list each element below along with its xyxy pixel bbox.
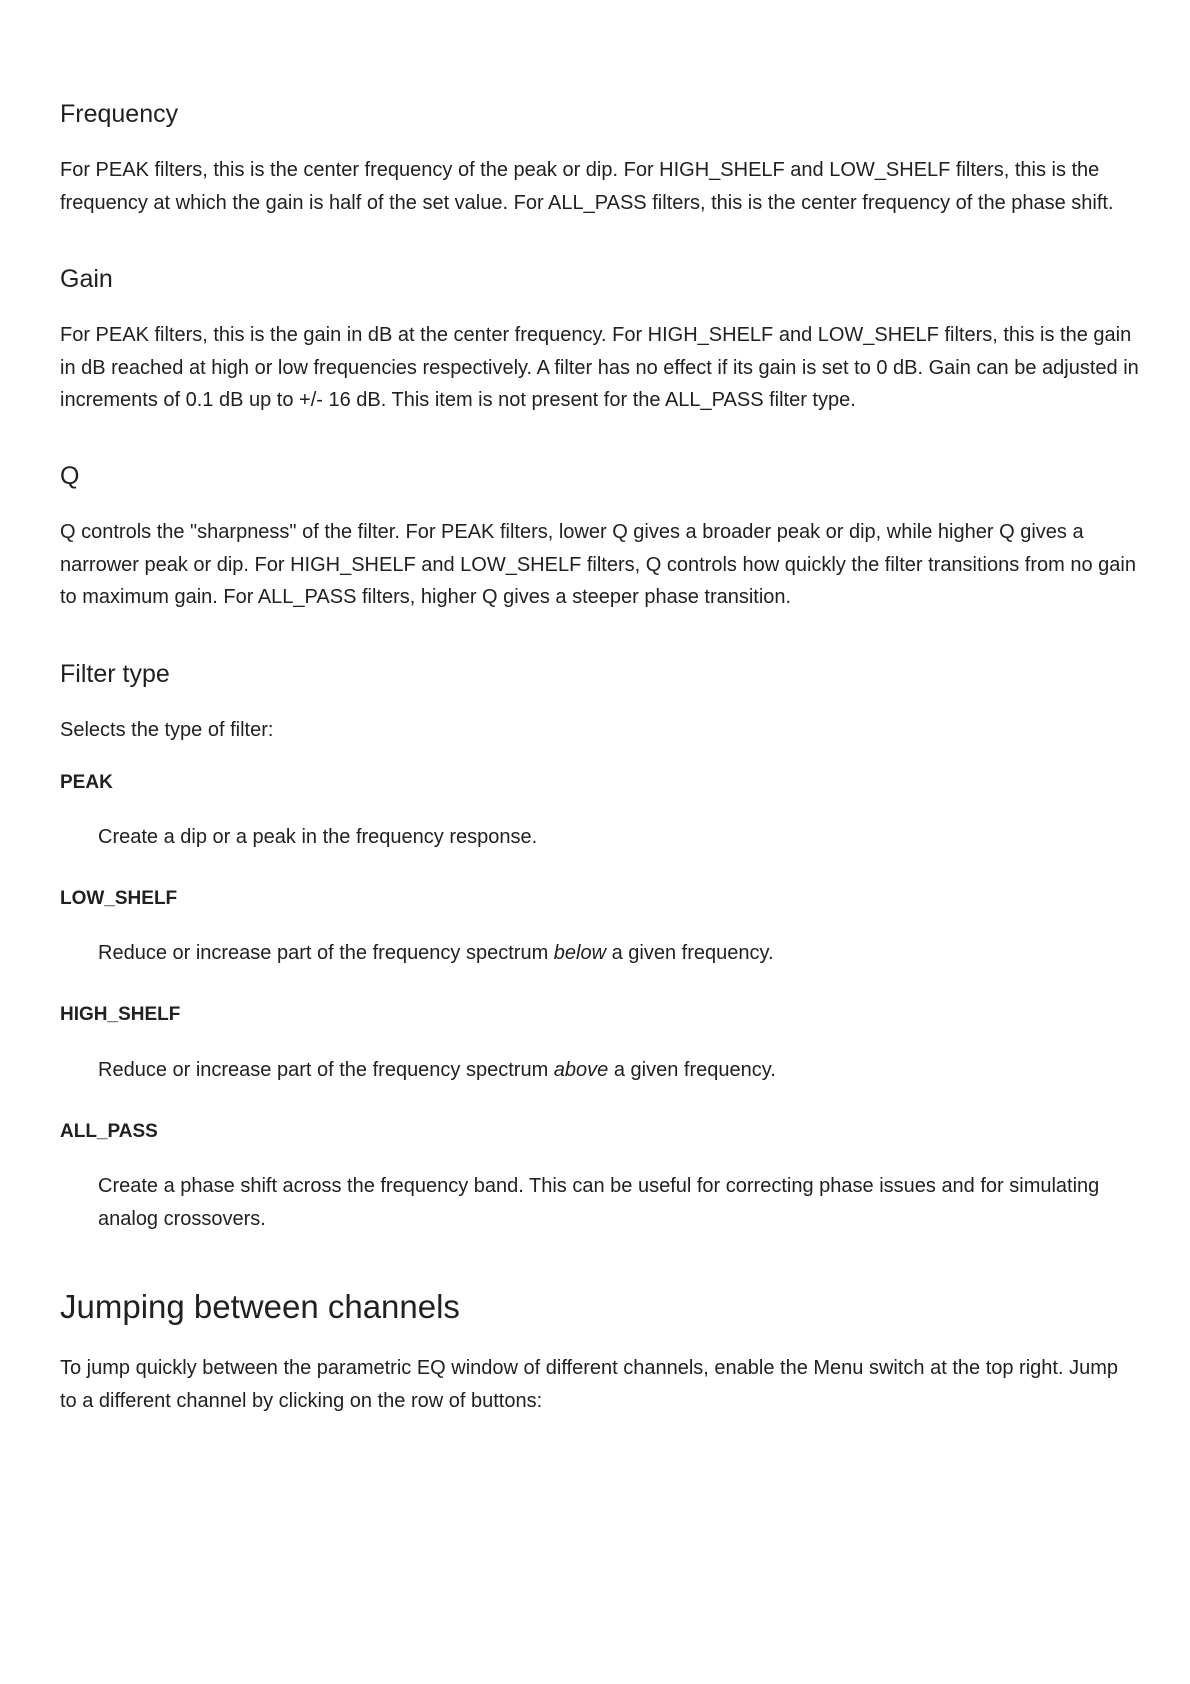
filter-desc-high-shelf-emphasis: above (553, 1059, 609, 1081)
frequency-paragraph: For PEAK filters, this is the center frequency of the peak or dip. For HIGH_SHELF and LOW_SHELF filters, this is the frequency at which the gain is half of the set value. For ALL_PASS filters, this is the center frequency of the phase shift. (60, 159, 1114, 214)
frequency-heading: Frequency (60, 100, 179, 128)
q-heading: Q (60, 462, 80, 490)
filter-desc-high-shelf (98, 1054, 1140, 1087)
q-paragraph: Q controls the "sharpness" of the filter. For PEAK filters, lower Q gives a broader peak or dip, while higher Q gives a narrower peak or dip. For HIGH_SHELF and LOW_SHELF filters, Q controls how quickly the filter transitions from no gain to maximum gain. For ALL_PASS filters, higher Q gives a steeper phase transition. (60, 521, 1136, 608)
filter-desc-low-shelf-after: a given frequency. (606, 942, 774, 964)
jumping-paragraph: To jump quickly between the parametric EQ window of different channels, enable the Menu switch at the top right. Jump to a different channel by clicking on the row of buttons: (60, 1357, 1118, 1412)
filter-desc-low-shelf (98, 937, 1140, 970)
filter-desc-low-shelf-before: Reduce or increase part of the frequency spectrum (98, 942, 554, 964)
filter-term-high-shelf: HIGH_SHELF (60, 1004, 181, 1025)
filter-term-peak: PEAK (60, 772, 113, 793)
gain-heading: Gain (60, 265, 113, 293)
jumping-heading: Jumping between channels (60, 1288, 460, 1325)
filter-desc-high-shelf-after: a given frequency. (608, 1059, 776, 1081)
filter-type-intro: Selects the type of filter: (60, 719, 274, 741)
filter-term-low-shelf: LOW_SHELF (60, 888, 178, 909)
filter-desc-high-shelf-before: Reduce or increase part of the frequency spectrum (98, 1059, 554, 1081)
filter-desc-all-pass: Create a phase shift across the frequency band. This can be useful for correcting phase issues and for simulating analog crossovers. (98, 1175, 1100, 1230)
filter-desc-low-shelf-emphasis: below (553, 942, 607, 964)
filter-desc-peak: Create a dip or a peak in the frequency response. (98, 826, 538, 848)
filter-type-heading: Filter type (60, 660, 170, 688)
filter-term-all-pass: ALL_PASS (60, 1121, 158, 1142)
gain-paragraph: For PEAK filters, this is the gain in dB at the center frequency. For HIGH_SHELF and LOW_SHELF filters, this is the gain in dB reached at high or low frequencies respectively. A filter has no effect if its gain is set to 0 dB. Gain can be adjusted in increments of 0.1 dB up to +/- 16 dB. This item is not present for the ALL_PASS filter type. (60, 324, 1139, 411)
